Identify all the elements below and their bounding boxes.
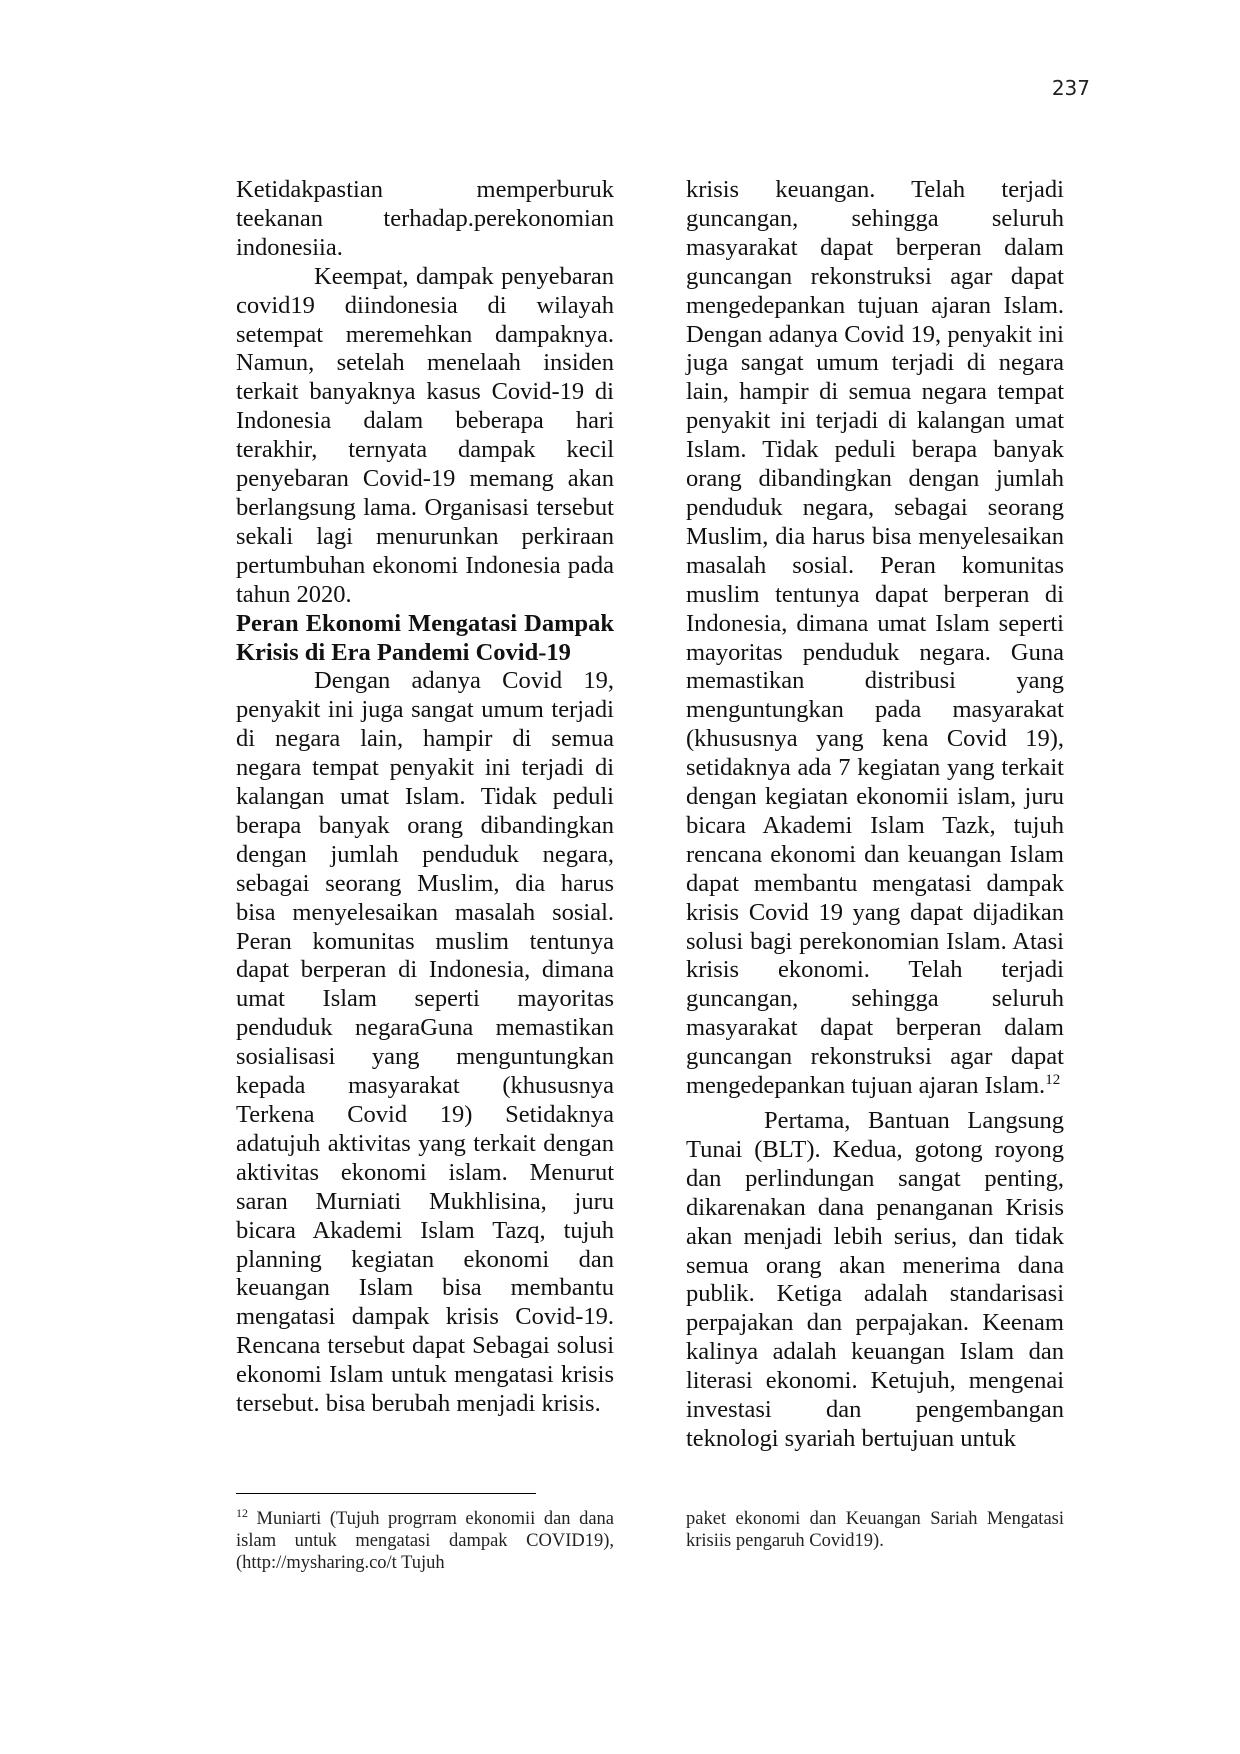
footnote-left — [236, 1508, 614, 1574]
footnote-left-text: Muniarti (Tujuh progrram ekonomii dan dana islam untuk mengatasi dampak COVID19), (http://mysharing.co/t Tujuh — [236, 1509, 615, 1573]
section-heading: Peran Ekonomi Mengatasi Dampak Krisis di Era Pandemi Covid-19 — [236, 609, 614, 666]
footnote-separator — [236, 1493, 536, 1494]
page-number: 237 — [1051, 76, 1090, 100]
paragraph-continued-text: krisis keuangan. Telah terjadi guncangan, sehingga seluruh masyarakat dapat berperan dalam guncangan rekonstruksi agar dapat mengedepankan tujuan ajaran Islam. Dengan adanya Covid 19, penyakit ini juga sangat umum terjadi di negara lain, hampir di semua negara tempat penyakit ini terjadi di kalangan umat Islam. Tidak peduli berapa banyak orang dibandingkan dengan jumlah penduduk negara, sebagai seorang Muslim, dia harus bisa menyelesaikan masalah sosial. Peran komunitas muslim tentunya dapat berperan di Indonesia, dimana umat Islam seperti mayoritas penduduk negara. Guna memastikan distribusi yang menguntungkan pada masyarakat (khususnya yang kena Covid 19), setidaknya ada 7 kegiatan yang terkait dengan kegiatan ekonomii islam, juru bicara Akademi Islam Tazk, tujuh rencana ekonomi dan keuangan Islam dapat membantu mengatasi dampak krisis Covid 19 yang dapat dijadikan solusi bagi perekonomian Islam. Atasi krisis ekonomi. Telah terjadi guncangan, sehingga seluruh masyarakat dapat berperan dalam guncangan rekonstruksi agar dapat mengedepankan tujuan ajaran Islam. — [686, 176, 1064, 1100]
paragraph-first-blt: Pertama, Bantuan Langsung Tunai (BLT). Kedua, gotong royong dan perlindungan sangat penting, dikarenakan dana penanganan Krisis akan menjadi lebih serius, dan tidak semua orang akan menerima dana publik. Ketiga adalah standarisasi perpajakan dan perpajakan. Keenam kalinya adalah keuangan Islam dan literasi ekonomi. Ketujuh, mengenai investasi dan pengembangan teknologi syariah bertujuan untuk — [686, 1107, 1064, 1452]
footnote-reference: 12 — [1045, 1072, 1061, 1089]
paragraph-continued — [686, 176, 1064, 1101]
left-column — [236, 176, 614, 1419]
paragraph-intro: Ketidakpastian memperburuk teekanan terhadap.perekonomian indonesiia. — [236, 176, 614, 261]
paragraph-covid-role: Dengan adanya Covid 19, penyakit ini juga sangat umum terjadi di negara lain, hampir di semua negara tempat penyakit ini terjadi di kalangan umat Islam. Tidak peduli berapa banyak orang dibandingkan dengan jumlah penduduk negara, sebagai seorang Muslim, dia harus bisa menyelesaikan masalah sosial. Peran komunitas muslim tentunya dapat berperan di Indonesia, dimana umat Islam seperti mayoritas penduduk negaraGuna memastikan sosialisasi yang menguntungkan kepada masyarakat (khususnya Terkena Covid 19) Setidaknya adatujuh aktivitas yang terkait dengan aktivitas ekonomi islam. Menurut saran Murniati Mukhlisina, juru bicara Akademi Islam Tazq, tujuh planning kegiatan ekonomi dan keuangan Islam bisa membantu mengatasi dampak krisis Covid-19. Rencana tersebut dapat Sebagai solusi ekonomi Islam untuk mengatasi krisis tersebut. bisa berubah menjadi krisis. — [236, 667, 614, 1418]
paragraph-fourth-impact: Keempat, dampak penyebaran covid19 diindonesia di wilayah setempat meremehkan dampaknya. Namun, setelah menelaah insiden terkait banyaknya kasus Covid-19 di Indonesia dalam beberapa hari terakhir, ternyata dampak kecil penyebaran Covid-19 memang akan berlangsung lama. Organisasi tersebut sekali lagi menurunkan perkiraan pertumbuhan ekonomi Indonesia pada tahun 2020. — [236, 262, 614, 608]
footnote-right: paket ekonomi dan Keuangan Sariah Mengatasi krisiis pengaruh Covid19). — [686, 1509, 1064, 1551]
right-column — [686, 176, 1064, 1454]
footnote-number: 12 — [236, 1506, 248, 1520]
